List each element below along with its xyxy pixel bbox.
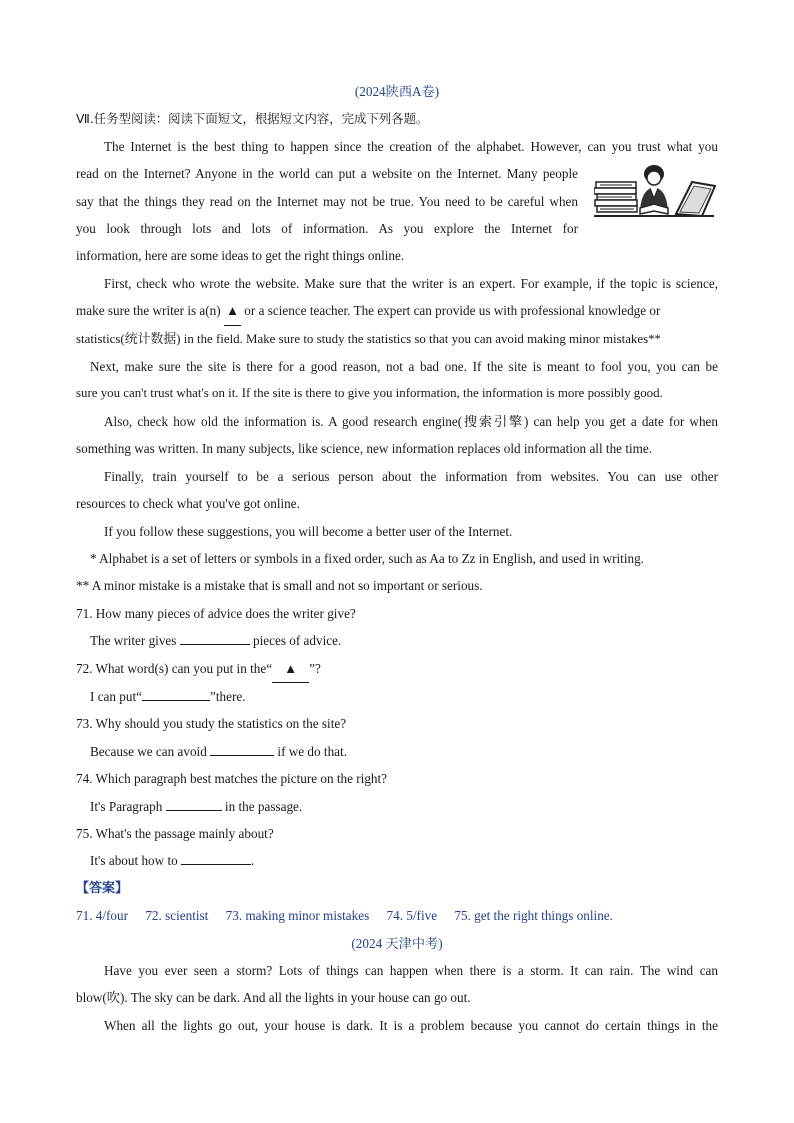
answer-75-suffix: . — [251, 853, 255, 869]
p4-line1: Also, check how old the information is. A good research engine(搜索引擎) can help you get a date for when — [104, 413, 718, 429]
answer-line-72 — [76, 683, 718, 710]
question-72-prefix: 72. What word(s) can you put in the“ — [76, 660, 273, 676]
answer-line-73 — [76, 738, 718, 765]
question-73: 73. Why should you study the statistics on the site? — [76, 716, 347, 732]
student-reading-illustration — [594, 162, 716, 226]
question-71: 71. How many pieces of advice does the writer give? — [76, 605, 356, 621]
passage2-p1-line2: blow(吹). The sky can be dark. And all the lights in your house can go out. — [76, 990, 471, 1006]
footnote-1: * Alphabet is a set of letters or symbols in a fixed order, such as Aa to Zz in English, and used in writing. — [90, 550, 644, 566]
answer-73-prefix: Because we can avoid — [90, 743, 207, 759]
p2-line1: First, check who wrote the website. Make sure that the writer is an expert. For example, if the topic is science, — [104, 275, 718, 291]
p4-line2: something was written. In many subjects, like science, new information replaces old information all the time. — [76, 441, 653, 457]
p2-line2 — [76, 297, 718, 325]
answer-72-suffix: ”there. — [210, 688, 246, 704]
answer-72-prefix: I can put“ — [90, 688, 142, 704]
footnote-2: ** A minor mistake is a mistake that is small and not so important or serious. — [76, 578, 483, 594]
question-72 — [76, 655, 718, 683]
answer-key-72: 72. scientist — [145, 908, 209, 924]
answer-72-blank[interactable] — [142, 687, 210, 701]
question-74: 74. Which paragraph best matches the picture on the right? — [76, 771, 388, 787]
answer-75-prefix: It's about how to — [90, 853, 178, 869]
answer-key-71: 71. 4/four — [76, 908, 129, 924]
section-title: Ⅶ.任务型阅读：阅读下面短文，根据短文内容，完成下列各题。 — [76, 111, 429, 127]
answer-74-suffix: in the passage. — [224, 798, 303, 814]
answer-line-74 — [76, 793, 718, 820]
p3-line1: Next, make sure the site is there for a good reason, not a bad one. If the site is meant to fool you, you can be — [90, 359, 718, 375]
answer-key-75: 75. get the right things online. — [454, 908, 613, 924]
triangle-blank: ▲ — [224, 297, 241, 325]
answer-71-suffix: pieces of advice. — [253, 633, 342, 649]
question-75: 75. What's the passage mainly about? — [76, 825, 274, 841]
answer-key-73: 73. making minor mistakes — [225, 908, 370, 924]
passage2-p1-line1: Have you ever seen a storm? Lots of things can happen when there is a storm. It can rain. The wind can — [104, 963, 718, 978]
answer-key-74: 74. 5/five — [386, 908, 438, 924]
answer-key — [76, 902, 718, 929]
question-72-triangle: ▲ — [272, 655, 309, 683]
source-header-2: (2024 天津中考) — [351, 935, 443, 951]
p1-line3: say that the things they read on the Internet may not be true. You need to be careful when — [76, 193, 578, 209]
answer-heading: 【答案】 — [76, 880, 129, 896]
p5-line2: resources to check what you've got online. — [76, 496, 300, 512]
p2-line2-text-b: or a science teacher. The expert can provide us with professional knowledge or — [244, 303, 661, 319]
p1-line2: read on the Internet? Anyone in the world can put a website on the Internet. Many people — [76, 166, 578, 182]
p1-line4: you look through lots and lots of information. As you explore the Internet for — [76, 221, 578, 237]
p2-line3: statistics(统计数据) in the field. Make sure to study the statistics so that you can avoid making minor mistakes** — [76, 331, 662, 346]
p5-line1: Finally, train yourself to be a serious person about the information from websites. You can use other — [104, 468, 718, 484]
passage2-p2-line1: When all the lights go out, your house is dark. It is a problem because you cannot do certain things in the — [104, 1017, 718, 1033]
p2-line2-text-a: make sure the writer is a(n) — [76, 303, 221, 319]
answer-74-prefix: It's Paragraph — [90, 798, 163, 814]
p3-line2: sure you can't trust what's on it. If the site is there to give you information, the information is more possibly good. — [76, 386, 663, 401]
answer-71-blank[interactable] — [180, 631, 250, 645]
answer-line-75 — [76, 847, 718, 874]
question-72-suffix: ”? — [309, 660, 321, 676]
p1-line5: information, here are some ideas to get the right things online. — [76, 248, 405, 264]
answer-73-suffix: if we do that. — [277, 743, 347, 759]
answer-73-blank[interactable] — [210, 742, 274, 756]
source-header-1: (2024陕西A卷) — [354, 84, 440, 99]
p1-line1: The Internet is the best thing to happen since the creation of the alphabet. However, can you trust what you — [104, 138, 718, 154]
answer-75-blank[interactable] — [181, 851, 251, 865]
document-page — [76, 78, 718, 1039]
answer-71-prefix: The writer gives — [90, 633, 177, 649]
answer-line-71 — [76, 627, 718, 654]
answer-74-blank[interactable] — [166, 797, 222, 811]
student-reading-at-laptop-icon — [594, 162, 716, 226]
p6: If you follow these suggestions, you will become a better user of the Internet. — [104, 523, 513, 539]
